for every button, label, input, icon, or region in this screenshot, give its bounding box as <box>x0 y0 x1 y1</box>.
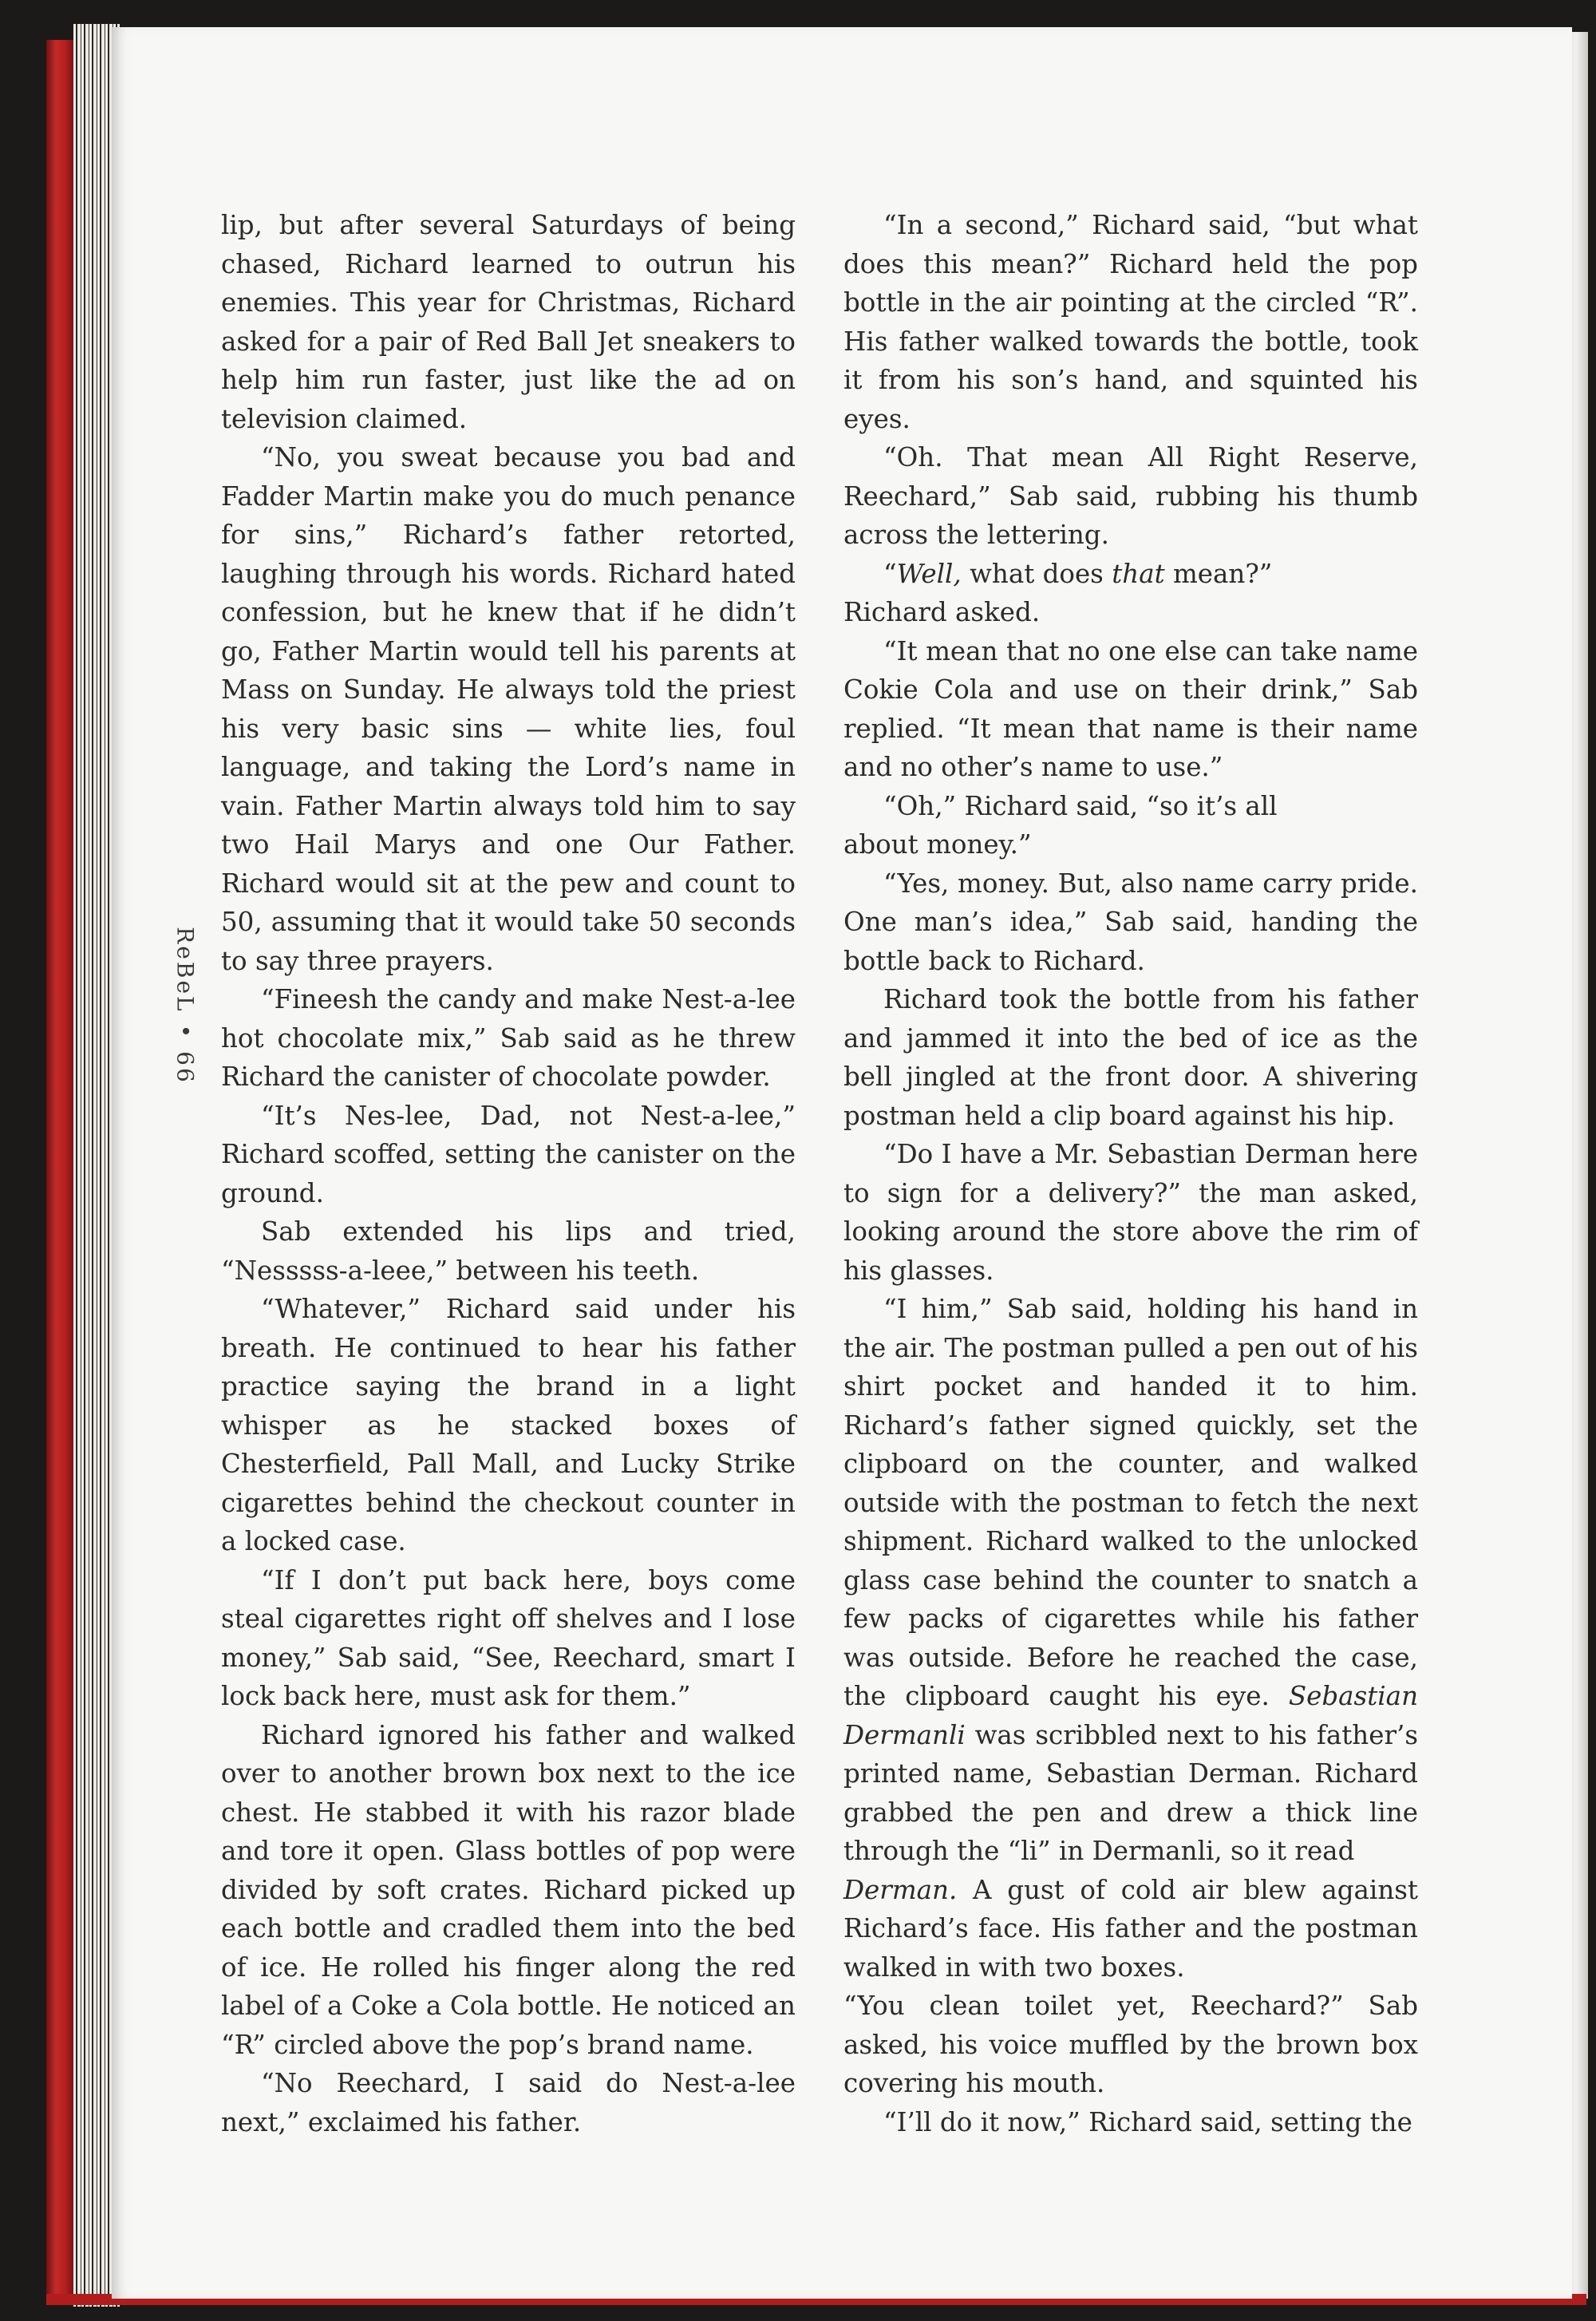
paragraph <box>843 555 1418 594</box>
page-number: 66 <box>172 1051 199 1085</box>
paragraph <box>843 1290 1418 1871</box>
text-run: “I him,” Sab said, holding his hand in the air. The postman pulled a pen out of his shirt pocket and handed it to him. Richard’s father signed quickly, set the clipboard on the counter, and walked outside with the postman to fetch the next shipment. Richard walked to the unlocked glass case behind the counter to snatch a few packs of cigarettes while his father was outside. Before he reached the case, the clipboard caught his eye. <box>843 1294 1418 1711</box>
text-run: what does <box>961 558 1112 589</box>
text-run: A gust of cold air blew against Richard’s face. His father and the postman walked in with two boxes. <box>843 1874 1418 1983</box>
paragraph: “I’ll do it now,” Richard said, setting the <box>883 2106 1412 2137</box>
paragraph: “Fineesh the candy and make Nest-a-lee hot chocolate mix,” Sab said as he threw Richard the canister of chocolate powder. <box>221 984 796 1092</box>
book-cover-edge <box>46 40 73 2299</box>
running-head <box>172 927 199 1085</box>
italic-text: Well, <box>896 558 962 589</box>
italic-text: Sebastian Dermanli <box>843 1681 1418 1750</box>
right-text-column <box>843 206 1418 2141</box>
paragraph: “No Reechard, I said do Nest-a-lee next,” exclaimed his father. <box>221 2068 796 2137</box>
left-text-column <box>221 206 796 2141</box>
paragraph: lip, but after several Saturdays of being chased, Richard learned to outrun his enemies. This year for Christmas, Richard asked for a pair of Red Ball Jet sneakers to help him run faster, just like the ad on television claimed. <box>221 210 796 434</box>
paragraph: “It mean that no one else can take name Cokie Cola and use on their drink,” Sab replied. “It mean that name is their name and no other’s name to use.” <box>843 635 1418 782</box>
paragraph: Richard asked. <box>843 597 1041 627</box>
running-head-title: ReBeL <box>172 927 199 1014</box>
italic-text: that <box>1112 558 1165 589</box>
text-run: was scribbled next to his father’s printed name, Sebastian Derman. Richard grabbed the pen and drew a thick line through the “li” in Dermanli, so it read <box>843 1719 1418 1866</box>
paragraph: “Yes, money. But, also name carry pride. One man’s idea,” Sab said, handing the bottle back to Richard. <box>843 868 1418 976</box>
paragraph: “Whatever,” Richard said under his breath. He continued to hear his father practice saying the brand in a light whisper as he stacked boxes of Chesterfield, Pall Mall, and Lucky Strike cigarettes behind the checkout counter in a locked case. <box>221 1294 796 1556</box>
paragraph: “In a second,” Richard said, “but what does this mean?” Richard held the pop bottle in the air pointing at the circled “R”. His father walked towards the bottle, took it from his son’s hand, and squinted his eyes. <box>843 210 1418 434</box>
text-run: mean?” <box>1164 558 1273 589</box>
paragraph: Richard ignored his father and walked over to another brown box next to the ice chest. He stabbed it with his razor blade and tore it open. Glass bottles of pop were divided by soft crates. Richard picked up each bottle and cradled them into the bed of ice. He rolled his finger along the red label of a Coke a Cola bottle. He noticed an “R” circled above the pop’s brand name. <box>221 1719 796 2060</box>
text-run: “ <box>883 558 897 589</box>
paragraph: “No, you sweat because you bad and Fadder Martin make you do much penance for sins,” Richard’s father retorted, laughing through his words. Richard hated confession, but he knew that if he didn’t go, Father Martin would tell his parents at Mass on Sunday. He always told the priest his very basic sins — white lies, foul language, and taking the Lord’s name in vain. Father Martin always told him to say two Hail Marys and one Our Father. Richard would sit at the pew and count to 50, assuming that it would take 50 seconds to say three prayers. <box>221 442 796 976</box>
paragraph <box>843 1871 1418 1987</box>
running-head-separator: • <box>172 1024 199 1041</box>
paragraph: “If I don’t put back here, boys come steal cigarettes right off shelves and I lose money,” Sab said, “See, Reechard, smart I lock back here, must ask for them.” <box>221 1564 796 1711</box>
paragraph: Richard took the bottle from his father and jammed it into the bed of ice as the bell jingled at the front door. A shivering postman held a clip board against his hip. <box>843 984 1418 1131</box>
paragraph: “Do I have a Mr. Sebastian Derman here to sign for a delivery?” the man asked, looking around the store above the rim of his glasses. <box>843 1139 1418 1286</box>
paragraph: “It’s Nes-lee, Dad, not Nest-a-lee,” Richard scoffed, setting the canister on the ground. <box>221 1100 796 1208</box>
paragraph: about money.” <box>843 829 1032 860</box>
paragraph: “You clean toilet yet, Reechard?” Sab asked, his voice muffled by the brown box covering his mouth. <box>843 1991 1418 2098</box>
paragraph: Sab extended his lips and tried, “Nesssss-a-leee,” between his teeth. <box>221 1216 796 1286</box>
paragraph: “Oh,” Richard said, “so it’s all <box>883 790 1278 821</box>
italic-text: Derman. <box>843 1874 958 1905</box>
paragraph: “Oh. That mean All Right Reserve, Reechard,” Sab said, rubbing his thumb across the lettering. <box>843 442 1418 550</box>
